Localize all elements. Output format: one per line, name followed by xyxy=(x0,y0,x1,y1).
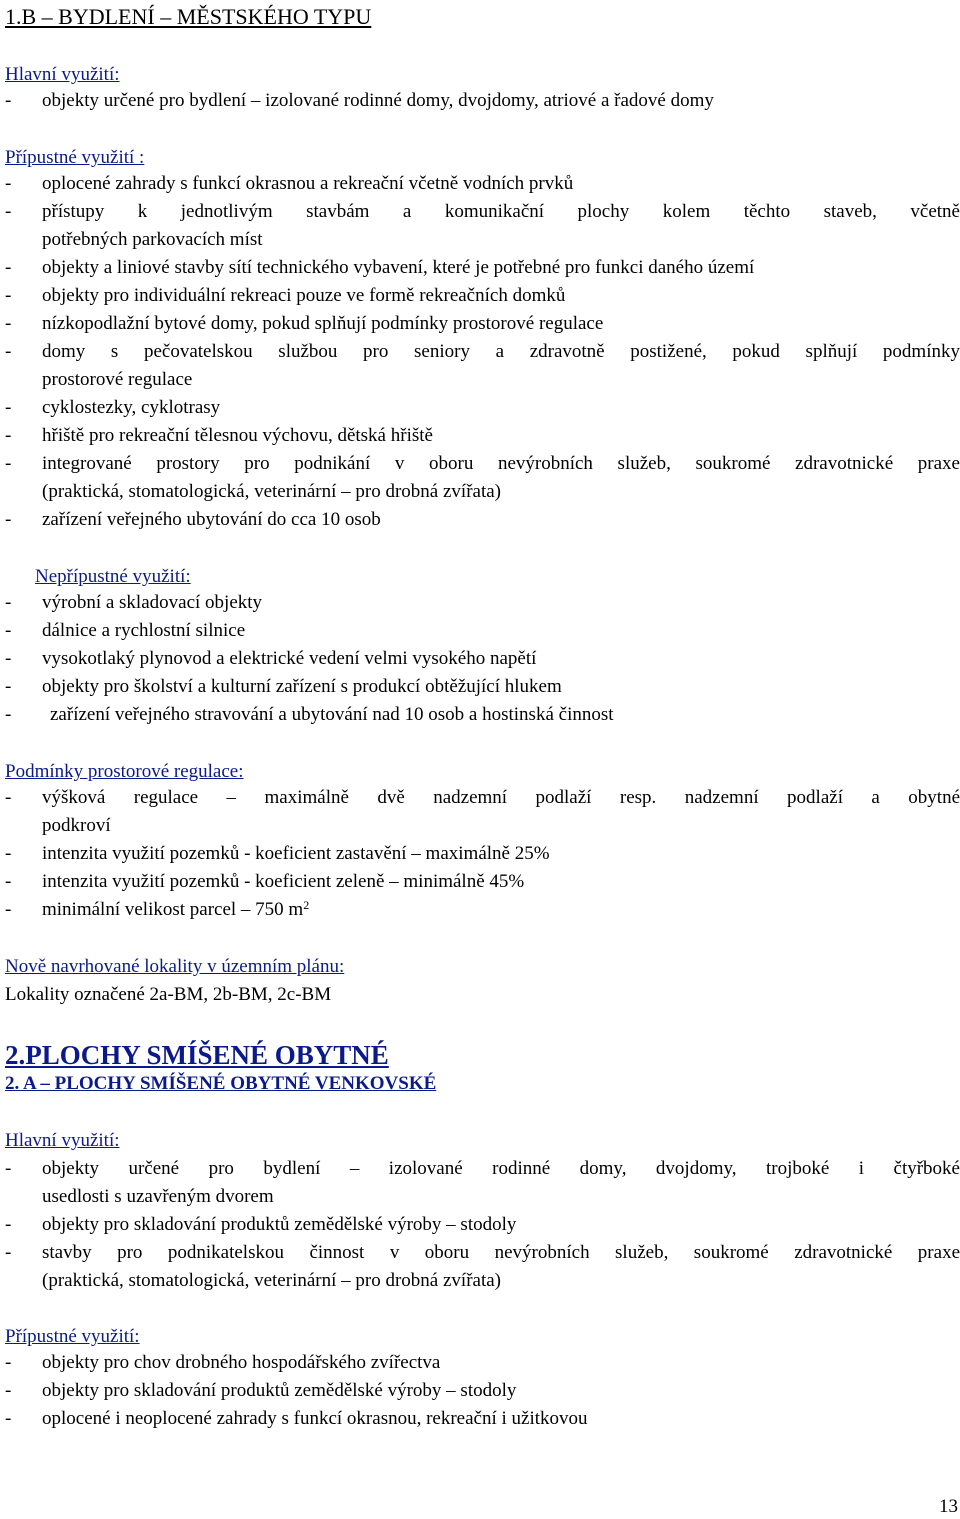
heading-nove-lokality: Nově navrhované lokality v územním plánu: xyxy=(5,956,345,977)
section-2a-title: 2. A – PLOCHY SMÍŠENÉ OBYTNÉ VENKOVSKÉ xyxy=(5,1073,437,1094)
list-item: - stavby pro podnikatelskou činnost v oboru nevýrobních služeb, soukromé zdravotnické praxe xyxy=(5,1242,960,1263)
heading-nepripustne: Nepřípustné využití: xyxy=(35,566,191,587)
list-item: - minimální velikost parcel – 750 $m^2$ xyxy=(5,898,310,920)
list-item: - domy s pečovatelskou službou pro seniory a zdravotně postižené, pokud splňují podmínky xyxy=(5,341,960,362)
list-item: - objekty určené pro bydlení – izolované rodinné domy, dvojdomy, trojboké i čtyřboké xyxy=(5,1158,960,1179)
list-item: - hřiště pro rekreační tělesnou výchovu, dětská hřiště xyxy=(5,425,433,446)
list-item: - dálnice a rychlostní silnice xyxy=(5,620,246,641)
list-item: - objekty pro individuální rekreaci pouze ve formě rekreačních domků xyxy=(5,285,566,306)
list-item: - nízkopodlažní bytové domy, pokud splňují podmínky prostorové regulace xyxy=(5,313,604,334)
list-item: - objekty pro chov drobného hospodářského zvířectva xyxy=(5,1352,441,1373)
list-item: - objekty pro skladování produktů zemědělské výroby – stodoly xyxy=(5,1380,517,1401)
list-item: - objekty určené pro bydlení – izolované rodinné domy, dvojdomy, atriové a řadové domy xyxy=(5,90,714,111)
list-item: - zařízení veřejného stravování a ubytování nad 10 osob a hostinská činnost xyxy=(5,704,614,725)
superscript: 2 xyxy=(303,898,310,912)
list-item: - výrobní a skladovací objekty xyxy=(5,592,263,613)
list-item: - výšková regulace – maximálně dvě nadzemní podlaží resp. nadzemní podlaží a obytné xyxy=(5,787,960,808)
list-item-continuation: podkroví xyxy=(42,815,111,836)
page-number: 13 xyxy=(939,1496,958,1517)
list-item: - přístupy k jednotlivým stavbám a komunikační plochy kolem těchto staveb, včetně xyxy=(5,201,960,222)
list-item: - oplocené i neoplocené zahrady s funkcí okrasnou, rekreační i užitkovou xyxy=(5,1408,588,1429)
list-item: - intenzita využití pozemků - koeficient zeleně – minimálně 45% xyxy=(5,871,525,892)
section-2-title: 2.PLOCHY SMÍŠENÉ OBYTNÉ xyxy=(5,1040,389,1070)
list-item-continuation: prostorové regulace xyxy=(42,369,193,390)
heading-pripustne-2a: Přípustné využití: xyxy=(5,1326,140,1347)
list-item: - objekty pro školství a kulturní zařízení s produkcí obtěžující hlukem xyxy=(5,676,562,697)
list-item: - oplocené zahrady s funkcí okrasnou a rekreační včetně vodních prvků xyxy=(5,173,574,194)
list-item-continuation: (praktická, stomatologická, veterinární – pro drobná zvířata) xyxy=(42,1270,501,1291)
list-item-continuation: potřebných parkovacích míst xyxy=(42,229,263,250)
list-item: - zařízení veřejného ubytování do cca 10 osob xyxy=(5,509,381,530)
list-item-continuation: (praktická, stomatologická, veterinární – pro drobná zvířata) xyxy=(42,481,501,502)
section-title: 1.B – BYDLENÍ – MĚSTSKÉHO TYPU xyxy=(5,4,372,29)
heading-hlavni: Hlavní využití: xyxy=(5,64,120,85)
list-item: - objekty pro skladování produktů zemědělské výroby – stodoly xyxy=(5,1214,517,1235)
list-item: - vysokotlaký plynovod a elektrické vedení velmi vysokého napětí xyxy=(5,648,537,669)
heading-podminky: Podmínky prostorové regulace: xyxy=(5,761,244,782)
list-item: - objekty a liniové stavby sítí technického vybavení, které je potřebné pro funkci daného území xyxy=(5,257,755,278)
list-item: - integrované prostory pro podnikání v oboru nevýrobních služeb, soukromé zdravotnické praxe xyxy=(5,453,960,474)
list-item-continuation: usedlosti s uzavřeným dvorem xyxy=(42,1186,274,1207)
heading-pripustne: Přípustné využití : xyxy=(5,147,145,168)
lokality-text: Lokality označené 2a-BM, 2b-BM, 2c-BM xyxy=(5,984,332,1005)
heading-hlavni-2a: Hlavní využití: xyxy=(5,1130,120,1151)
list-item: - intenzita využití pozemků - koeficient zastavění – maximálně 25% xyxy=(5,843,550,864)
list-item: - cyklostezky, cyklotrasy xyxy=(5,397,221,418)
